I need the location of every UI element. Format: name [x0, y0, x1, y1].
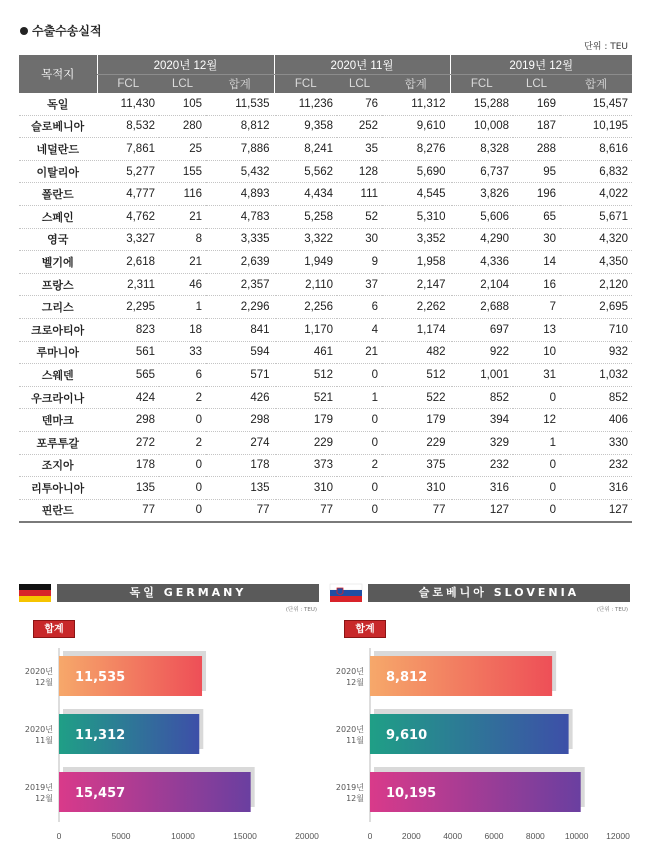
- value-cell: 6: [159, 364, 206, 387]
- value-cell: 571: [206, 364, 274, 387]
- x-tick-label: 10000: [171, 831, 195, 841]
- table-row: [19, 318, 632, 341]
- value-cell: 15,457: [560, 93, 632, 115]
- value-cell: 0: [159, 499, 206, 522]
- value-cell: 4,545: [382, 183, 450, 206]
- value-cell: 1,174: [382, 318, 450, 341]
- sub-header: FCL: [274, 75, 337, 94]
- sub-header: FCL: [450, 75, 513, 94]
- value-cell: 512: [382, 364, 450, 387]
- value-cell: 30: [337, 228, 382, 251]
- value-cell: 111: [337, 183, 382, 206]
- value-cell: 4,783: [206, 205, 274, 228]
- destination-cell: 독일: [19, 93, 97, 115]
- value-cell: 252: [337, 115, 382, 138]
- value-cell: 2,256: [274, 296, 337, 319]
- value-cell: 1,958: [382, 251, 450, 274]
- category-label: 12월: [346, 794, 364, 803]
- value-cell: 8,532: [97, 115, 159, 138]
- category-label: 2020년: [24, 667, 53, 676]
- destination-cell: 벨기에: [19, 251, 97, 274]
- germany-chart: [19, 584, 319, 844]
- chart-plot: [330, 584, 630, 844]
- value-cell: 2,639: [206, 251, 274, 274]
- table-row: [19, 477, 632, 500]
- value-cell: 95: [513, 160, 560, 183]
- category-label: 2020년: [24, 725, 53, 734]
- value-cell: 4,336: [450, 251, 513, 274]
- value-cell: 5,562: [274, 160, 337, 183]
- value-cell: 178: [206, 454, 274, 477]
- table-row: [19, 93, 632, 115]
- category-label: 11월: [35, 736, 53, 745]
- value-cell: 35: [337, 138, 382, 161]
- destination-cell: 크로아티아: [19, 318, 97, 341]
- value-cell: 0: [337, 477, 382, 500]
- value-cell: 424: [97, 386, 159, 409]
- value-cell: 8,328: [450, 138, 513, 161]
- table-row: [19, 409, 632, 432]
- value-cell: 9,358: [274, 115, 337, 138]
- value-cell: 0: [337, 409, 382, 432]
- value-cell: 4: [337, 318, 382, 341]
- dest-header: 목적지: [19, 55, 97, 93]
- category-label: 12월: [346, 678, 364, 687]
- sub-header: LCL: [513, 75, 560, 94]
- bar-value-label: 9,610: [386, 728, 428, 743]
- group-header: 2020년 11월: [274, 55, 450, 75]
- value-cell: 2,695: [560, 296, 632, 319]
- destination-cell: 이탈리아: [19, 160, 97, 183]
- total-badge: 합계: [344, 620, 386, 638]
- sub-header: 합계: [382, 75, 450, 94]
- value-cell: 2: [159, 431, 206, 454]
- value-cell: 5,277: [97, 160, 159, 183]
- chart-unit: (단위 : TEU): [596, 607, 628, 613]
- value-cell: 2,262: [382, 296, 450, 319]
- value-cell: 0: [513, 386, 560, 409]
- value-cell: 10,195: [560, 115, 632, 138]
- value-cell: 2,120: [560, 273, 632, 296]
- value-cell: 232: [450, 454, 513, 477]
- table-row: [19, 183, 632, 206]
- x-tick-label: 6000: [484, 831, 504, 841]
- table-row: [19, 273, 632, 296]
- value-cell: 852: [450, 386, 513, 409]
- value-cell: 1: [513, 431, 560, 454]
- value-cell: 6,832: [560, 160, 632, 183]
- table-row: [19, 341, 632, 364]
- value-cell: 6,737: [450, 160, 513, 183]
- value-cell: 229: [382, 431, 450, 454]
- value-cell: 8,241: [274, 138, 337, 161]
- value-cell: 8,276: [382, 138, 450, 161]
- value-cell: 9: [337, 251, 382, 274]
- value-cell: 116: [159, 183, 206, 206]
- value-cell: 5,432: [206, 160, 274, 183]
- value-cell: 512: [274, 364, 337, 387]
- value-cell: 697: [450, 318, 513, 341]
- value-cell: 4,022: [560, 183, 632, 206]
- chart-title: 슬로베니아 SLOVENIA: [368, 584, 630, 602]
- value-cell: 13: [513, 318, 560, 341]
- value-cell: 0: [159, 409, 206, 432]
- value-cell: 4,777: [97, 183, 159, 206]
- destination-cell: 슬로베니아: [19, 115, 97, 138]
- value-cell: 4,350: [560, 251, 632, 274]
- table-row: [19, 386, 632, 409]
- value-cell: 594: [206, 341, 274, 364]
- value-cell: 7: [513, 296, 560, 319]
- table-row: [19, 115, 632, 138]
- bar-value-label: 11,535: [75, 670, 126, 685]
- value-cell: 3,826: [450, 183, 513, 206]
- value-cell: 37: [337, 273, 382, 296]
- value-cell: 710: [560, 318, 632, 341]
- value-cell: 179: [274, 409, 337, 432]
- category-label: 2020년: [335, 667, 364, 676]
- destination-cell: 스페인: [19, 205, 97, 228]
- value-cell: 25: [159, 138, 206, 161]
- value-cell: 2: [159, 386, 206, 409]
- value-cell: 0: [513, 499, 560, 522]
- value-cell: 21: [159, 251, 206, 274]
- value-cell: 0: [159, 477, 206, 500]
- destination-cell: 포루투갈: [19, 431, 97, 454]
- value-cell: 127: [560, 499, 632, 522]
- value-cell: 2,104: [450, 273, 513, 296]
- x-tick-label: 8000: [525, 831, 545, 841]
- destination-cell: 덴마크: [19, 409, 97, 432]
- x-tick-label: 0: [56, 831, 62, 841]
- value-cell: 5,671: [560, 205, 632, 228]
- value-cell: 482: [382, 341, 450, 364]
- value-cell: 0: [337, 364, 382, 387]
- x-tick-label: 2000: [401, 831, 421, 841]
- value-cell: 2,295: [97, 296, 159, 319]
- value-cell: 3,335: [206, 228, 274, 251]
- bullet-icon: [20, 27, 28, 35]
- value-cell: 461: [274, 341, 337, 364]
- value-cell: 11,430: [97, 93, 159, 115]
- value-cell: 4,434: [274, 183, 337, 206]
- value-cell: 330: [560, 431, 632, 454]
- unit-label: 단위 : TEU: [584, 42, 628, 52]
- value-cell: 46: [159, 273, 206, 296]
- value-cell: 5,606: [450, 205, 513, 228]
- value-cell: 7,861: [97, 138, 159, 161]
- table-row: [19, 251, 632, 274]
- value-cell: 229: [274, 431, 337, 454]
- value-cell: 522: [382, 386, 450, 409]
- value-cell: 5,258: [274, 205, 337, 228]
- value-cell: 10: [513, 341, 560, 364]
- value-cell: 11,535: [206, 93, 274, 115]
- value-cell: 2,147: [382, 273, 450, 296]
- value-cell: 8,812: [206, 115, 274, 138]
- value-cell: 7,886: [206, 138, 274, 161]
- value-cell: 2,110: [274, 273, 337, 296]
- value-cell: 4,762: [97, 205, 159, 228]
- value-cell: 298: [97, 409, 159, 432]
- value-cell: 841: [206, 318, 274, 341]
- value-cell: 155: [159, 160, 206, 183]
- bar-value-label: 10,195: [386, 786, 437, 801]
- value-cell: 1: [159, 296, 206, 319]
- x-tick-label: 0: [367, 831, 373, 841]
- value-cell: 2,357: [206, 273, 274, 296]
- sub-header: 합계: [560, 75, 632, 94]
- destination-cell: 리투아니아: [19, 477, 97, 500]
- value-cell: 135: [206, 477, 274, 500]
- table-row: [19, 160, 632, 183]
- x-tick-label: 20000: [295, 831, 319, 841]
- value-cell: 15,288: [450, 93, 513, 115]
- value-cell: 1,949: [274, 251, 337, 274]
- value-cell: 232: [560, 454, 632, 477]
- value-cell: 127: [450, 499, 513, 522]
- value-cell: 16: [513, 273, 560, 296]
- destination-cell: 폴란드: [19, 183, 97, 206]
- value-cell: 3,352: [382, 228, 450, 251]
- value-cell: 14: [513, 251, 560, 274]
- value-cell: 823: [97, 318, 159, 341]
- value-cell: 561: [97, 341, 159, 364]
- bar-value-label: 15,457: [75, 786, 126, 801]
- sub-header: LCL: [159, 75, 206, 94]
- chart-plot: [19, 584, 319, 844]
- value-cell: 12: [513, 409, 560, 432]
- category-label: 2019년: [335, 783, 364, 792]
- value-cell: 1,032: [560, 364, 632, 387]
- value-cell: 196: [513, 183, 560, 206]
- value-cell: 4,290: [450, 228, 513, 251]
- destination-cell: 조지아: [19, 454, 97, 477]
- value-cell: 178: [97, 454, 159, 477]
- value-cell: 21: [159, 205, 206, 228]
- sub-header: LCL: [337, 75, 382, 94]
- table-row: [19, 138, 632, 161]
- value-cell: 31: [513, 364, 560, 387]
- value-cell: 932: [560, 341, 632, 364]
- value-cell: 288: [513, 138, 560, 161]
- x-tick-label: 12000: [606, 831, 630, 841]
- value-cell: 2: [337, 454, 382, 477]
- value-cell: 0: [513, 454, 560, 477]
- group-header: 2020년 12월: [97, 55, 274, 75]
- value-cell: 852: [560, 386, 632, 409]
- chart-title: 독일 GERMANY: [57, 584, 319, 602]
- value-cell: 521: [274, 386, 337, 409]
- table-row: [19, 499, 632, 522]
- category-label: 2019년: [24, 783, 53, 792]
- value-cell: 298: [206, 409, 274, 432]
- value-cell: 6: [337, 296, 382, 319]
- bar-value-label: 11,312: [75, 728, 126, 743]
- destination-cell: 네덜란드: [19, 138, 97, 161]
- value-cell: 169: [513, 93, 560, 115]
- group-header: 2019년 12월: [450, 55, 632, 75]
- value-cell: 5,310: [382, 205, 450, 228]
- value-cell: 135: [97, 477, 159, 500]
- value-cell: 0: [513, 477, 560, 500]
- table-body: [19, 93, 632, 522]
- value-cell: 18: [159, 318, 206, 341]
- section-title-text: 수출수송실적: [32, 24, 102, 38]
- value-cell: 128: [337, 160, 382, 183]
- value-cell: 426: [206, 386, 274, 409]
- value-cell: 52: [337, 205, 382, 228]
- value-cell: 4,320: [560, 228, 632, 251]
- category-label: 12월: [35, 678, 53, 687]
- table-row: [19, 454, 632, 477]
- value-cell: 1: [337, 386, 382, 409]
- value-cell: 77: [206, 499, 274, 522]
- value-cell: 0: [337, 431, 382, 454]
- chart-unit: (단위 : TEU): [285, 607, 317, 613]
- value-cell: 316: [450, 477, 513, 500]
- value-cell: 310: [382, 477, 450, 500]
- x-tick-label: 5000: [111, 831, 131, 841]
- value-cell: 310: [274, 477, 337, 500]
- value-cell: 65: [513, 205, 560, 228]
- value-cell: 274: [206, 431, 274, 454]
- category-label: 11월: [346, 736, 364, 745]
- value-cell: 2,688: [450, 296, 513, 319]
- value-cell: 10,008: [450, 115, 513, 138]
- destination-cell: 그리스: [19, 296, 97, 319]
- bar-value-label: 8,812: [386, 670, 428, 685]
- destination-cell: 스웨덴: [19, 364, 97, 387]
- value-cell: 272: [97, 431, 159, 454]
- value-cell: 187: [513, 115, 560, 138]
- value-cell: 8,616: [560, 138, 632, 161]
- value-cell: 1,170: [274, 318, 337, 341]
- value-cell: 4,893: [206, 183, 274, 206]
- value-cell: 11,312: [382, 93, 450, 115]
- x-tick-label: 15000: [233, 831, 257, 841]
- value-cell: 280: [159, 115, 206, 138]
- destination-cell: 핀란드: [19, 499, 97, 522]
- export-table: [19, 55, 632, 523]
- destination-cell: 우크라이나: [19, 386, 97, 409]
- value-cell: 3,322: [274, 228, 337, 251]
- x-tick-label: 4000: [443, 831, 463, 841]
- value-cell: 3,327: [97, 228, 159, 251]
- destination-cell: 프랑스: [19, 273, 97, 296]
- category-label: 2020년: [335, 725, 364, 734]
- category-label: 12월: [35, 794, 53, 803]
- value-cell: 394: [450, 409, 513, 432]
- table-row: [19, 296, 632, 319]
- value-cell: 33: [159, 341, 206, 364]
- value-cell: 406: [560, 409, 632, 432]
- value-cell: 0: [337, 499, 382, 522]
- total-badge: 합계: [33, 620, 75, 638]
- sub-header: FCL: [97, 75, 159, 94]
- value-cell: 329: [450, 431, 513, 454]
- table-row: [19, 205, 632, 228]
- value-cell: 5,690: [382, 160, 450, 183]
- value-cell: 0: [159, 454, 206, 477]
- value-cell: 77: [382, 499, 450, 522]
- value-cell: 8: [159, 228, 206, 251]
- value-cell: 77: [97, 499, 159, 522]
- value-cell: 373: [274, 454, 337, 477]
- value-cell: 76: [337, 93, 382, 115]
- slovenia-chart: [330, 584, 630, 844]
- section-title: [20, 22, 102, 39]
- table-row: [19, 431, 632, 454]
- value-cell: 105: [159, 93, 206, 115]
- table-row: [19, 228, 632, 251]
- sub-header: 합계: [206, 75, 274, 94]
- value-cell: 565: [97, 364, 159, 387]
- x-tick-label: 10000: [564, 831, 589, 841]
- value-cell: 922: [450, 341, 513, 364]
- value-cell: 30: [513, 228, 560, 251]
- destination-cell: 영국: [19, 228, 97, 251]
- value-cell: 11,236: [274, 93, 337, 115]
- value-cell: 179: [382, 409, 450, 432]
- value-cell: 316: [560, 477, 632, 500]
- value-cell: 2,311: [97, 273, 159, 296]
- value-cell: 77: [274, 499, 337, 522]
- value-cell: 375: [382, 454, 450, 477]
- table-row: [19, 364, 632, 387]
- value-cell: 9,610: [382, 115, 450, 138]
- value-cell: 2,296: [206, 296, 274, 319]
- value-cell: 2,618: [97, 251, 159, 274]
- value-cell: 21: [337, 341, 382, 364]
- value-cell: 1,001: [450, 364, 513, 387]
- destination-cell: 루마니아: [19, 341, 97, 364]
